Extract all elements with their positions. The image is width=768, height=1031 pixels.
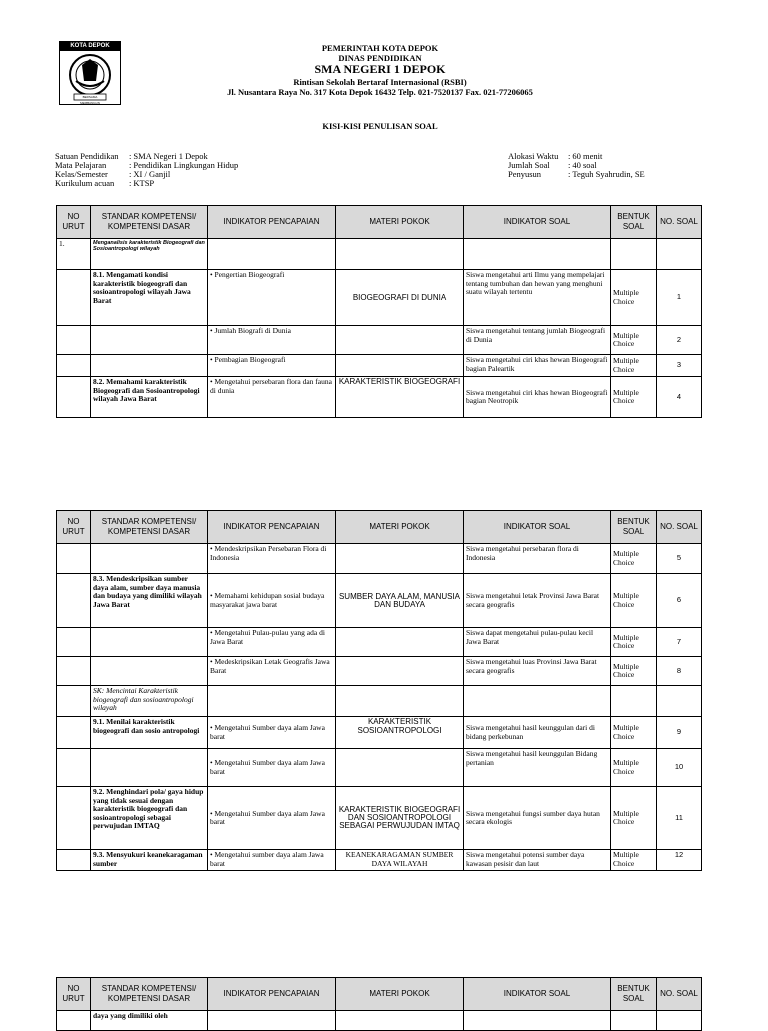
bentuk-soal: Multiple Choice [611, 544, 657, 574]
table-row [57, 544, 702, 574]
indikator-pencapaian: • Mengetahui Sumber daya alam Jawa barat [208, 787, 336, 850]
col-header: NO. SOAL [657, 206, 702, 239]
indikator-soal: Siswa mengetahui ciri khas hewan Biogeografi bagian Paleartik [464, 355, 611, 377]
info-value: 60 menit [572, 151, 603, 161]
table-row [57, 355, 702, 377]
no-soal: 8 [657, 657, 702, 686]
info-right [508, 152, 647, 179]
info-row: Jumlah Soal : 40 soal [508, 161, 647, 170]
school-address: Jl. Nusantara Raya No. 317 Kota Depok 16432 Telp. 021-7520137 Fax. 021-77206065 [227, 87, 533, 97]
materi-pokok: KARAKTERISTIK BIOGEOGRAFI DAN SOSIOANTROPOLOGI SEBAGAI PERWUJUDAN IMTAQ [336, 787, 464, 850]
no-soal: 6 [657, 574, 702, 628]
indikator-pencapaian: • Mengetahui Sumber daya alam Jawa barat [208, 717, 336, 749]
table-header-row [57, 206, 702, 239]
info-value: 40 soal [572, 160, 597, 170]
no-soal: 2 [657, 326, 702, 355]
indikator-pencapaian: • Pengertian Biogeografi [208, 270, 336, 326]
kompetensi-dasar: 9.2. Menghindari pola/ gaya hidup yang tidak sesuai dengan karakteristik biogeografi dan sosioantropologi sebagai perwujudan IMTAQ [91, 787, 208, 850]
info-left [55, 152, 240, 188]
info-label: Satuan Pendidikan [55, 151, 119, 161]
kompetensi-dasar: daya yang dimiliki oleh [91, 1011, 208, 1031]
table-row [57, 377, 702, 418]
table-row [57, 717, 702, 749]
no-urut: 1. [57, 239, 91, 270]
indikator-pencapaian: • Mengetahui sumber daya alam Jawa barat [208, 850, 336, 871]
kisi-table-1 [56, 205, 702, 418]
indikator-soal: Siswa mengetahui hasil keunggulan dari di bidang perkebunan [464, 717, 611, 749]
col-header: STANDAR KOMPETENSI/ KOMPETENSI DASAR [91, 511, 208, 544]
info-row: Mata Pelajaran : Pendidikan Lingkungan Hidup [55, 160, 239, 170]
document-title: KISI-KISI PENULISAN SOAL [322, 121, 438, 131]
col-header: NO URUT [57, 511, 91, 544]
indikator-soal: Siswa mengetahui fungsi sumber daya hutan secara ekologis [464, 787, 611, 850]
indikator-pencapaian: • Mengetahui persebaran flora dan fauna di dunia [208, 377, 336, 418]
col-header: BENTUK SOAL [611, 511, 657, 544]
col-header: INDIKATOR PENCAPAIAN [208, 511, 336, 544]
bentuk-soal: Multiple Choice [611, 628, 657, 657]
indikator-soal: Siswa dapat mengetahui pulau-pulau kecil Jawa Barat [464, 628, 611, 657]
materi-pokok: KEANEKARAGAMAN SUMBER DAYA WILAYAH [336, 850, 464, 871]
table-header-row [57, 978, 702, 1011]
table-row [57, 628, 702, 657]
col-header: MATERI POKOK [336, 206, 464, 239]
no-soal: 10 [657, 749, 702, 787]
kompetensi-dasar: 9.1. Menilai karakteristik biogeografi dan sosio antropologi [91, 717, 208, 749]
table-row [57, 686, 702, 717]
table-row [57, 787, 702, 850]
bentuk-soal: Multiple Choice [611, 749, 657, 787]
standar-kompetensi: SK: Mencintai Karakteristik biogeografi dan sosioantropologi wilayah [91, 686, 208, 717]
table-row [57, 749, 702, 787]
standar-kompetensi: Menganalisis karakteristik Biogeografi dan Sosioantropologi wilayah [91, 239, 208, 270]
col-header: BENTUK SOAL [611, 978, 657, 1011]
bentuk-soal: Multiple Choice [611, 717, 657, 749]
indikator-soal: Siswa mengetahui potensi sumber daya kawasan pesisir dan laut [464, 850, 611, 871]
indikator-soal: Siswa mengetahui letak Provinsi Jawa Barat secara geografis [464, 574, 611, 628]
info-value: SMA Negeri 1 Depok [133, 151, 208, 161]
logo-label: KOTA DEPOK [60, 42, 120, 51]
indikator-soal: Siswa mengetahui arti Ilmu yang mempelajari tentang tumbuhan dan hewan yang menghuni suatu wilayah tertentu [464, 270, 611, 326]
indikator-pencapaian: • Mendeskripsikan Persebaran Flora di Indonesia [208, 544, 336, 574]
school-program: Rintisan Sekolah Bertaraf Internasional (RSBI) [293, 77, 467, 87]
table-row [57, 574, 702, 628]
city-crest-icon [59, 41, 121, 105]
materi-pokok: KARAKTERISTIK BIOGEOGRAFI [336, 377, 464, 418]
kompetensi-dasar: 8.2. Memahami karakteristik Biogeografi dan Sosioantropologi wilayah Jawa Barat [91, 377, 208, 418]
kompetensi-dasar: 8.1. Mengamati kondisi karakteristik biogeografi dan sosioantropologi wilayah Jawa Barat [91, 270, 208, 326]
col-header: INDIKATOR SOAL [464, 511, 611, 544]
bentuk-soal: Multiple Choice [611, 377, 657, 418]
info-value: Teguh Syahrudin, SE [572, 169, 645, 179]
info-label: Kelas/Semester [55, 169, 108, 179]
col-header: BENTUK SOAL [611, 206, 657, 239]
materi-pokok: KARAKTERISTIK SOSIOANTROPOLOGI [336, 717, 464, 749]
bentuk-soal: Multiple Choice [611, 657, 657, 686]
indikator-pencapaian: • Jumlah Biografi di Dunia [208, 326, 336, 355]
info-row: Satuan Pendidikan : SMA Negeri 1 Depok [55, 152, 240, 161]
bentuk-soal: Multiple Choice [611, 787, 657, 850]
col-header: INDIKATOR SOAL [464, 978, 611, 1011]
col-header: STANDAR KOMPETENSI/ KOMPETENSI DASAR [91, 978, 208, 1011]
table-row [57, 270, 702, 326]
info-row: Kurikulum acuan : KTSP [55, 179, 240, 188]
table-row [57, 657, 702, 686]
info-row: Penyusun : Teguh Syahrudin, SE [508, 169, 645, 179]
col-header: INDIKATOR PENCAPAIAN [208, 206, 336, 239]
indikator-pencapaian: • Medeskripsikan Letak Geografis Jawa Barat [208, 657, 336, 686]
table-row [57, 326, 702, 355]
no-soal: 3 [657, 355, 702, 377]
col-header: STANDAR KOMPETENSI/ KOMPETENSI DASAR [91, 206, 208, 239]
indikator-soal: Siswa mengetahui hasil keunggulan Bidang pertanian [464, 749, 611, 787]
kisi-table-2 [56, 510, 702, 871]
materi-pokok: BIOGEOGRAFI DI DUNIA [336, 270, 464, 326]
col-header: NO URUT [57, 978, 91, 1011]
indikator-soal: Siswa mengetahui persebaran flora di Indonesia [464, 544, 611, 574]
col-header: NO URUT [57, 206, 91, 239]
table-row [57, 1011, 702, 1031]
no-soal: 1 [657, 270, 702, 326]
kompetensi-dasar: 8.3. Mendeskripsikan sumber daya alam, sumber daya manusia dan budaya yang dimiliki wilayah Jawa Barat [91, 574, 208, 628]
info-value: Pendidikan Lingkungan Hidup [133, 160, 239, 170]
table-row [57, 850, 702, 871]
no-soal: 12 [657, 850, 702, 871]
no-soal: 4 [657, 377, 702, 418]
indikator-pencapaian: • Memahami kehidupan sosial budaya masyarakat jawa barat [208, 574, 336, 628]
indikator-pencapaian: • Pembagian Biogeografi [208, 355, 336, 377]
bentuk-soal: Multiple Choice [611, 850, 657, 871]
info-row: Kelas/Semester : XI / Ganjil [55, 170, 240, 179]
info-label: Jumlah Soal [508, 160, 550, 170]
no-soal: 9 [657, 717, 702, 749]
no-soal: 5 [657, 544, 702, 574]
info-label: Mata Pelajaran [55, 160, 107, 170]
col-header: MATERI POKOK [336, 978, 464, 1011]
col-header: NO. SOAL [657, 511, 702, 544]
header-line1: PEMERINTAH KOTA DEPOK [321, 43, 439, 53]
col-header: NO. SOAL [657, 978, 702, 1011]
col-header: INDIKATOR SOAL [464, 206, 611, 239]
materi-pokok: SUMBER DAYA ALAM, MANUSIA DAN BUDAYA [336, 574, 464, 628]
info-label: Alokasi Waktu [508, 151, 559, 161]
info-row: Alokasi Waktu : 60 menit [508, 152, 647, 161]
info-value: XI / Ganjil [133, 169, 171, 179]
indikator-pencapaian: • Mengetahui Sumber daya alam Jawa barat [208, 749, 336, 787]
table-row [57, 239, 702, 270]
col-header: INDIKATOR PENCAPAIAN [208, 978, 336, 1011]
bentuk-soal: Multiple Choice [611, 355, 657, 377]
bentuk-soal: Multiple Choice [611, 270, 657, 326]
col-header: MATERI POKOK [336, 511, 464, 544]
indikator-soal: Siswa mengetahui luas Provinsi Jawa Barat secara geografis [464, 657, 611, 686]
no-soal: 11 [657, 787, 702, 850]
info-label: Kurikulum acuan [55, 178, 115, 188]
kisi-table-3 [56, 977, 702, 1031]
bentuk-soal: Multiple Choice [611, 574, 657, 628]
header-line2: DINAS PENDIDIKAN [338, 53, 422, 63]
logo-motto: BERSAMA MEMBANGUN [80, 95, 100, 105]
indikator-soal: Siswa mengetahui tentang jumlah Biogeografi di Dunia [464, 326, 611, 355]
indikator-soal: Siswa mengetahui ciri khas hewan Biogeografi bagian Neotropik [464, 377, 611, 418]
kompetensi-dasar: 9.3. Mensyukuri keanekaragaman sumber [91, 850, 208, 871]
indikator-pencapaian: • Mengetahui Pulau-pulau yang ada di Jawa Barat [208, 628, 336, 657]
info-value: KTSP [133, 178, 155, 188]
info-label: Penyusun [508, 169, 542, 179]
table-header-row [57, 511, 702, 544]
bentuk-soal: Multiple Choice [611, 326, 657, 355]
no-soal: 7 [657, 628, 702, 657]
school-name: SMA NEGERI 1 DEPOK [314, 62, 446, 76]
